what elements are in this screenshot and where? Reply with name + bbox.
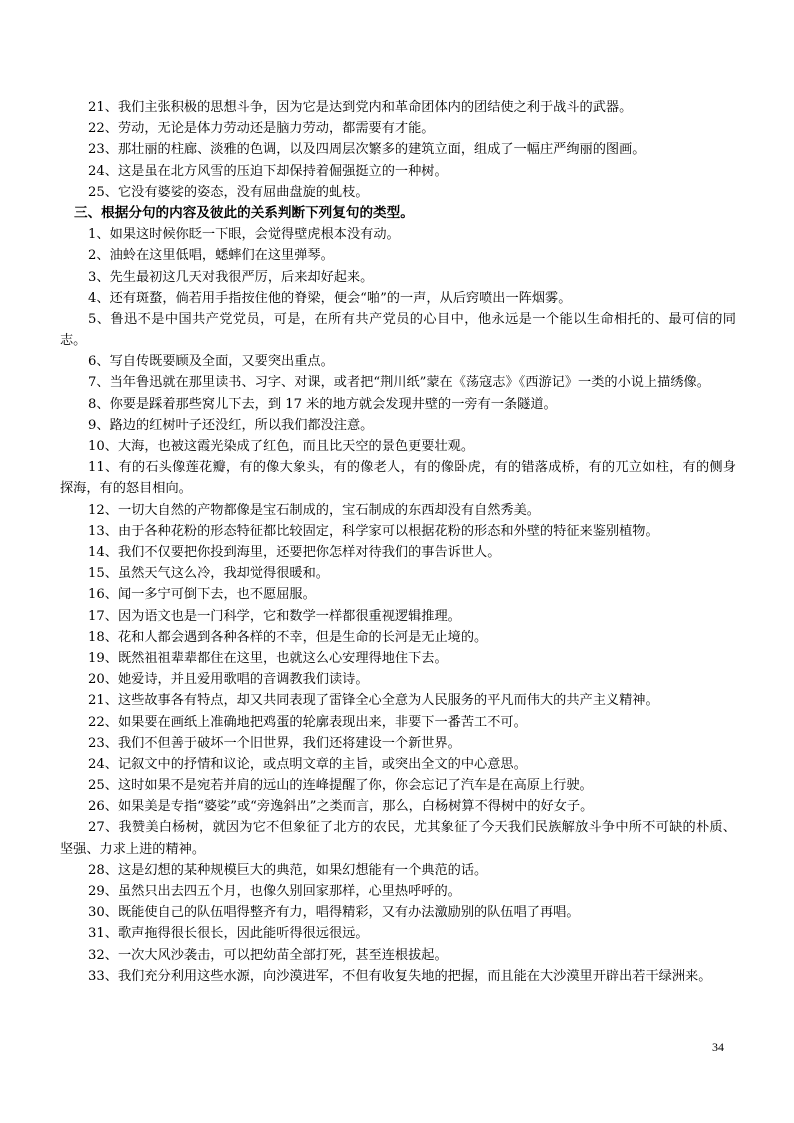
list-item: 7、当年鲁迅就在那里读书、习字、对课，或者把“荆川纸”蒙在《荡寇志》《西游记》一类的小说上描绣像。 bbox=[88, 375, 710, 391]
list-item: 12、一切大自然的产物都像是宝石制成的，宝石制成的东西却没有自然秀美。 bbox=[88, 502, 540, 518]
page-content bbox=[60, 97, 736, 987]
list-item: 26、如果美是专指“婆娑”或“旁逸斜出”之类而言，那么，白杨树算不得树中的好女子。 bbox=[88, 799, 594, 815]
list-item: 10、大海，也被这霞光染成了红色，而且比天空的景色更要壮观。 bbox=[88, 439, 475, 455]
list-item: 21、我们主张积极的思想斗争，因为它是达到党内和革命团体内的团结使之利于战斗的武器。 bbox=[88, 100, 633, 115]
list-item: 31、歌声拖得很长很长，因此能听得很远很远。 bbox=[88, 926, 369, 942]
list-item: 16、闻一多宁可倒下去，也不愿屈服。 bbox=[88, 587, 316, 603]
section-heading: 三、根据分句的内容及彼此的关系判断下列复句的类型。 bbox=[74, 204, 414, 221]
list-item: 24、记叙文中的抒情和议论，或点明文章的主旨，或突出全文的中心意思。 bbox=[88, 756, 527, 772]
list-item: 5、鲁迅不是中国共产党党员，可是，在所有共产党员的心目中，他永远是一个能以生命相托的、最可信的同志。 bbox=[60, 311, 736, 349]
list-item: 29、虽然只出去四五个月，也像久别回家那样，心里热呼呼的。 bbox=[88, 884, 461, 900]
list-item: 22、劳动，无论是体力劳动还是脑力劳动，都需要有才能。 bbox=[88, 121, 435, 137]
list-item: 21、这些故事各有特点，却又共同表现了雷锋全心全意为人民服务的平凡而伟大的共产主义精神。 bbox=[88, 693, 659, 709]
list-item: 13、由于各种花粉的形态特征都比较固定，科学家可以根据花粉的形态和外壁的特征来鉴别植物。 bbox=[88, 523, 659, 539]
list-item: 22、如果要在画纸上准确地把鸡蛋的轮廓表现出来，非要下一番苦工不可。 bbox=[88, 714, 527, 730]
list-item: 33、我们充分利用这些水源，向沙漠进军，不但有收复失地的把握，而且能在大沙漠里开辟出若干绿洲来。 bbox=[88, 968, 712, 984]
list-item: 17、因为语文也是一门科学，它和数学一样都很重视逻辑推理。 bbox=[88, 608, 461, 624]
list-item: 27、我赞美白杨树，就因为它不但象征了北方的农民，尤其象征了今天我们民族解放斗争中所不可缺的朴质、坚强、力求上进的精神。 bbox=[60, 820, 736, 857]
list-item: 32、一次大风沙袭击，可以把幼苗全部打死，甚至连根拔起。 bbox=[88, 947, 448, 963]
page-number: 34 bbox=[712, 1040, 724, 1054]
list-item: 20、她爱诗，并且爱用歌唱的音调教我们读诗。 bbox=[88, 672, 369, 688]
list-item: 23、我们不但善于破坏一个旧世界，我们还将建设一个新世界。 bbox=[88, 735, 461, 751]
list-item: 30、既能使自己的队伍唱得整齐有力，唱得精彩，又有办法激励别的队伍唱了再唱。 bbox=[88, 905, 580, 921]
list-item: 11、有的石头像莲花瓣，有的像大象头，有的像老人，有的像卧虎，有的错落成桥，有的兀立如柱，有的侧身探海，有的怒目相向。 bbox=[60, 460, 736, 497]
list-item: 18、花和人都会遇到各种各样的不幸，但是生命的长河是无止境的。 bbox=[88, 629, 488, 645]
list-item: 4、还有斑蝥，倘若用手指按住他的脊梁，便会“啪”的一声，从后窍喷出一阵烟雾。 bbox=[88, 290, 572, 306]
list-item: 19、既然祖祖辈辈都住在这里，也就这么心安理得地住下去。 bbox=[88, 650, 448, 666]
list-item: 14、我们不仅要把你投到海里，还要把你怎样对待我们的事告诉世人。 bbox=[88, 545, 501, 561]
list-item: 28、这是幻想的某种规模巨大的典范，如果幻想能有一个典范的话。 bbox=[88, 862, 488, 878]
list-item: 25、这时如果不是宛若并肩的远山的连峰提醒了你，你会忘记了汽车是在高原上行驶。 bbox=[88, 778, 593, 794]
list-item: 15、虽然天气这么冷，我却觉得很暖和。 bbox=[88, 566, 329, 582]
list-item: 8、你要是踩着那些窝儿下去，到 17 米的地方就会发现井壁的一旁有一条隧道。 bbox=[88, 396, 557, 412]
list-item: 23、那壮丽的柱廊、淡雅的色调，以及四周层次繁多的建筑立面，组成了一幅庄严绚丽的图画。 bbox=[88, 142, 646, 158]
list-item: 24、这是虽在北方风雪的压迫下却保持着倔强挺立的一种树。 bbox=[88, 163, 448, 179]
list-item: 9、路边的红树叶子还没红，所以我们都没注意。 bbox=[88, 417, 374, 433]
list-item: 25、它没有婆娑的姿态，没有屈曲盘旋的虬枝。 bbox=[88, 184, 369, 200]
list-item: 1、如果这时候你眨一下眼，会觉得壁虎根本没有动。 bbox=[88, 227, 400, 243]
list-item: 6、写自传既要顾及全面，又要突出重点。 bbox=[88, 354, 334, 370]
list-item: 3、先生最初这几天对我很严厉，后来却好起来。 bbox=[88, 269, 374, 285]
list-item: 2、油蛉在这里低唱，蟋蟀们在这里弹琴。 bbox=[88, 248, 334, 264]
